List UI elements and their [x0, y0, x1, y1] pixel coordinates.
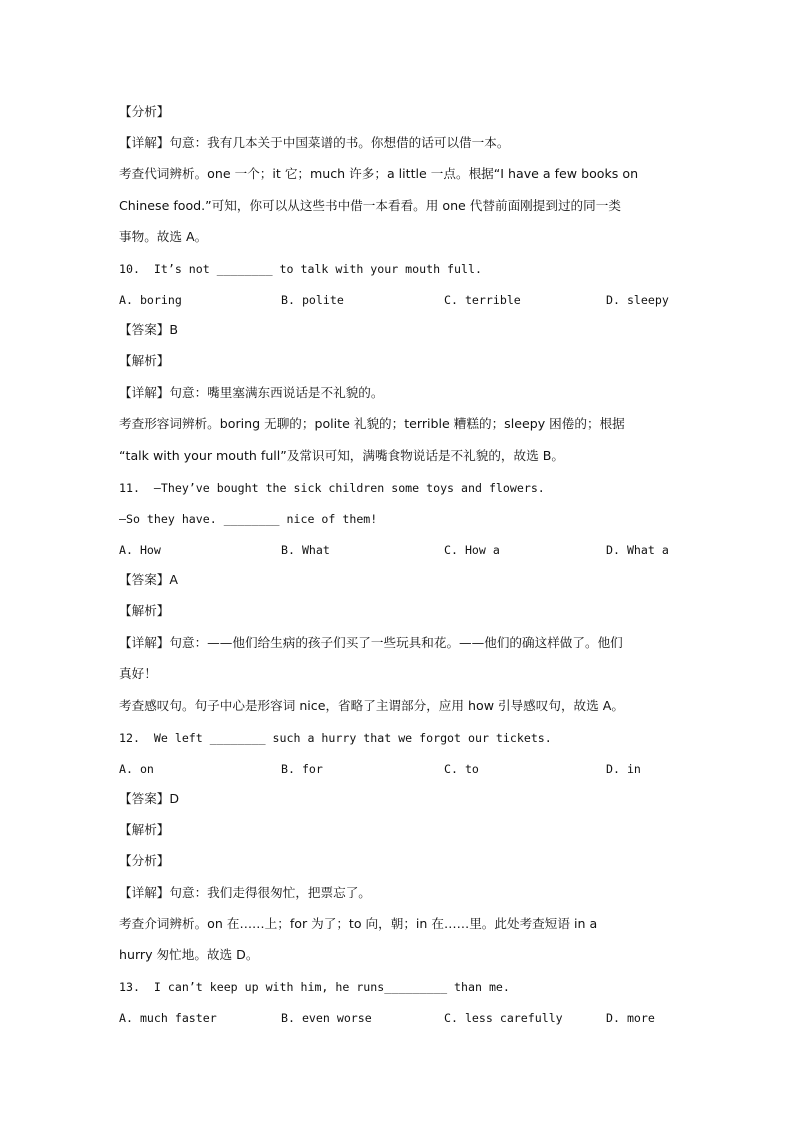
explanation-line: 考查代词辨析。one 一个；it 它；much 许多；a little 一点。根据“I have a few books on: [119, 166, 639, 181]
option-d: D. What a: [606, 543, 669, 557]
analysis-heading: 【分析】: [119, 853, 170, 868]
question-11-reply: —So they have. ________ nice of them!: [119, 512, 378, 526]
detail-translation: 真好！: [119, 666, 157, 681]
option-d: D. in: [606, 762, 641, 776]
explanation-line: 考查形容词辨析。boring 无聊的；polite 礼貌的；terrible 糟糕的；sleepy 困倦的；根据: [119, 416, 625, 431]
option-a: A. much faster: [119, 1011, 217, 1025]
option-a: A. How: [119, 543, 161, 557]
explanation-line: 考查感叹句。句子中心是形容词 nice，省略了主谓部分，应用 how 引导感叹句，故选 A。: [119, 698, 624, 713]
analysis-heading: 【解析】: [119, 822, 170, 837]
question-10: 10. It’s not ________ to talk with your mouth full.: [119, 262, 482, 276]
detail-translation: 【详解】句意：——他们给生病的孩子们买了一些玩具和花。——他们的确这样做了。他们: [119, 635, 623, 650]
question-12: 12. We left ________ such a hurry that we forgot our tickets.: [119, 731, 552, 745]
question-11: 11. —They’ve bought the sick children some toys and flowers.: [119, 481, 545, 495]
explanation-line: “talk with your mouth full”及常识可知，满嘴食物说话是不礼貌的，故选 B。: [119, 448, 564, 463]
option-b: B. What: [281, 543, 330, 557]
explanation-line: hurry 匆忙地。故选 D。: [119, 947, 259, 962]
option-d: D. more: [606, 1011, 655, 1025]
detail-translation: 【详解】句意：嘴里塞满东西说话是不礼貌的。: [119, 385, 384, 400]
answer-12: 【答案】D: [119, 791, 180, 806]
option-b: B. even worse: [281, 1011, 372, 1025]
option-c: C. terrible: [444, 293, 521, 307]
option-c: C. How a: [444, 543, 500, 557]
option-c: C. less carefully: [444, 1011, 563, 1025]
explanation-line: 事物。故选 A。: [119, 229, 208, 244]
option-b: B. for: [281, 762, 323, 776]
analysis-heading: 【分析】: [119, 104, 170, 119]
option-a: A. boring: [119, 293, 182, 307]
option-a: A. on: [119, 762, 154, 776]
option-d: D. sleepy: [606, 293, 669, 307]
question-13: 13. I can’t keep up with him, he runs_________ than me.: [119, 980, 510, 994]
answer-10: 【答案】B: [119, 322, 179, 337]
explanation-line: 考查介词辨析。on 在……上；for 为了；to 向，朝；in 在……里。此处考查短语 in a: [119, 916, 598, 931]
detail-translation: 【详解】句意：我有几本关于中国菜谱的书。你想借的话可以借一本。: [119, 135, 510, 150]
analysis-heading: 【解析】: [119, 603, 170, 618]
option-b: B. polite: [281, 293, 344, 307]
explanation-line: Chinese food.”可知，你可以从这些书中借一本看看。用 one 代替前面刚提到过的同一类: [119, 198, 621, 213]
answer-11: 【答案】A: [119, 572, 178, 587]
analysis-heading: 【解析】: [119, 353, 170, 368]
detail-translation: 【详解】句意：我们走得很匆忙，把票忘了。: [119, 885, 371, 900]
option-c: C. to: [444, 762, 479, 776]
